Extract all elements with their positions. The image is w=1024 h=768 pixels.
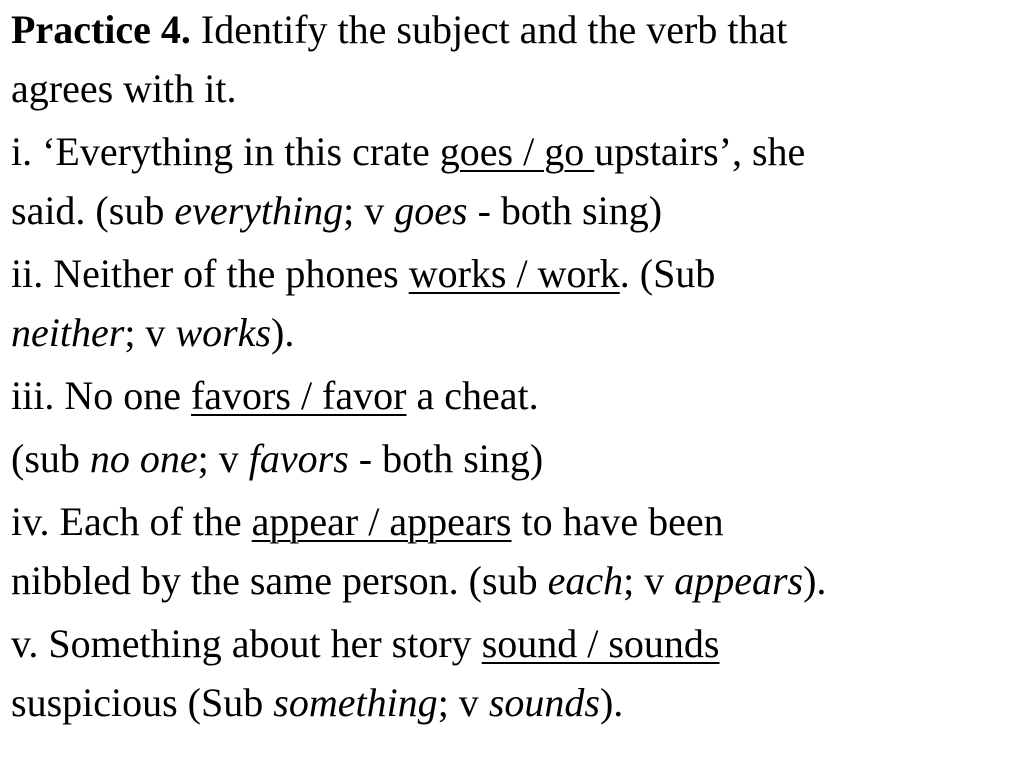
item-v-choice: sound / sounds bbox=[481, 621, 720, 666]
item-i-choice: goes / go bbox=[439, 129, 595, 174]
item-v-line-2 bbox=[11, 673, 1016, 732]
item-iv-text-end: to have been bbox=[511, 499, 724, 544]
item-i-verb: goes bbox=[394, 188, 468, 233]
item-iv-subject: each bbox=[547, 558, 624, 603]
item-ii-line-1 bbox=[11, 244, 1016, 303]
item-ii-sep: ; v bbox=[124, 310, 176, 355]
item-iii-choice: favors / favor bbox=[190, 373, 407, 418]
item-ii-verb: works bbox=[175, 310, 272, 355]
item-v-verb: sounds bbox=[488, 680, 600, 725]
item-iii-verb: favors bbox=[248, 436, 349, 481]
item-ii-text-end: . (Sub bbox=[619, 251, 716, 296]
item-iii-sep: ; v bbox=[197, 436, 249, 481]
heading-instruction: Identify the subject and the verb that bbox=[190, 7, 788, 52]
item-v-text: v. Something about her story bbox=[11, 621, 482, 666]
item-iii bbox=[11, 366, 1016, 425]
item-iii-answer-suffix: - both sing) bbox=[348, 436, 544, 481]
heading-line-1 bbox=[11, 0, 1016, 59]
item-v bbox=[11, 614, 1016, 732]
item-ii bbox=[11, 244, 1016, 362]
item-ii-text: ii. Neither of the phones bbox=[11, 251, 409, 296]
item-ii-line-2 bbox=[11, 303, 1016, 362]
item-iv-verb: appears bbox=[674, 558, 804, 603]
item-iv-sep: ; v bbox=[623, 558, 675, 603]
item-iv-answer-prefix: nibbled by the same person. (sub bbox=[11, 558, 548, 603]
item-i-sep: ; v bbox=[343, 188, 395, 233]
item-iv-choice: appear / appears bbox=[251, 499, 512, 544]
heading-line-2 bbox=[11, 59, 1016, 118]
practice-label: Practice 4. bbox=[11, 7, 191, 52]
item-iii-line-1 bbox=[11, 366, 1016, 425]
item-v-line-1 bbox=[11, 614, 1016, 673]
item-iv-text: iv. Each of the bbox=[11, 499, 252, 544]
item-v-subject: something bbox=[273, 680, 438, 725]
item-iii-subject: no one bbox=[89, 436, 198, 481]
item-iii-answer bbox=[11, 429, 1016, 488]
item-iii-answer-prefix: (sub bbox=[11, 436, 90, 481]
item-iv-line-1 bbox=[11, 492, 1016, 551]
item-iv bbox=[11, 492, 1016, 610]
item-v-answer-prefix: suspicious (Sub bbox=[11, 680, 274, 725]
item-ii-answer-suffix: ). bbox=[271, 310, 295, 355]
item-i-text: i. ‘Everything in this crate bbox=[11, 129, 440, 174]
item-ii-subject: neither bbox=[11, 310, 125, 355]
item-iv-answer-suffix: ). bbox=[803, 558, 827, 603]
item-i-line-2 bbox=[11, 181, 1016, 240]
slide-content bbox=[11, 0, 1016, 732]
item-i bbox=[11, 122, 1016, 240]
item-i-line-1 bbox=[11, 122, 1016, 181]
item-i-answer-suffix: - both sing) bbox=[467, 188, 663, 233]
item-iii-answer-line bbox=[11, 429, 1016, 488]
item-i-text-end: upstairs’, she bbox=[594, 129, 806, 174]
item-i-subject: everything bbox=[174, 188, 344, 233]
item-iii-text: iii. No one bbox=[11, 373, 191, 418]
item-iii-text-end: a cheat. bbox=[406, 373, 539, 418]
item-v-answer-suffix: ). bbox=[599, 680, 624, 725]
item-iv-line-2 bbox=[11, 551, 1016, 610]
item-v-sep: ; v bbox=[437, 680, 489, 725]
item-ii-choice: works / work bbox=[408, 251, 620, 296]
item-i-answer-prefix: said. (sub bbox=[11, 188, 175, 233]
practice-heading bbox=[11, 0, 1016, 118]
heading-instruction-cont: agrees with it. bbox=[11, 66, 237, 111]
